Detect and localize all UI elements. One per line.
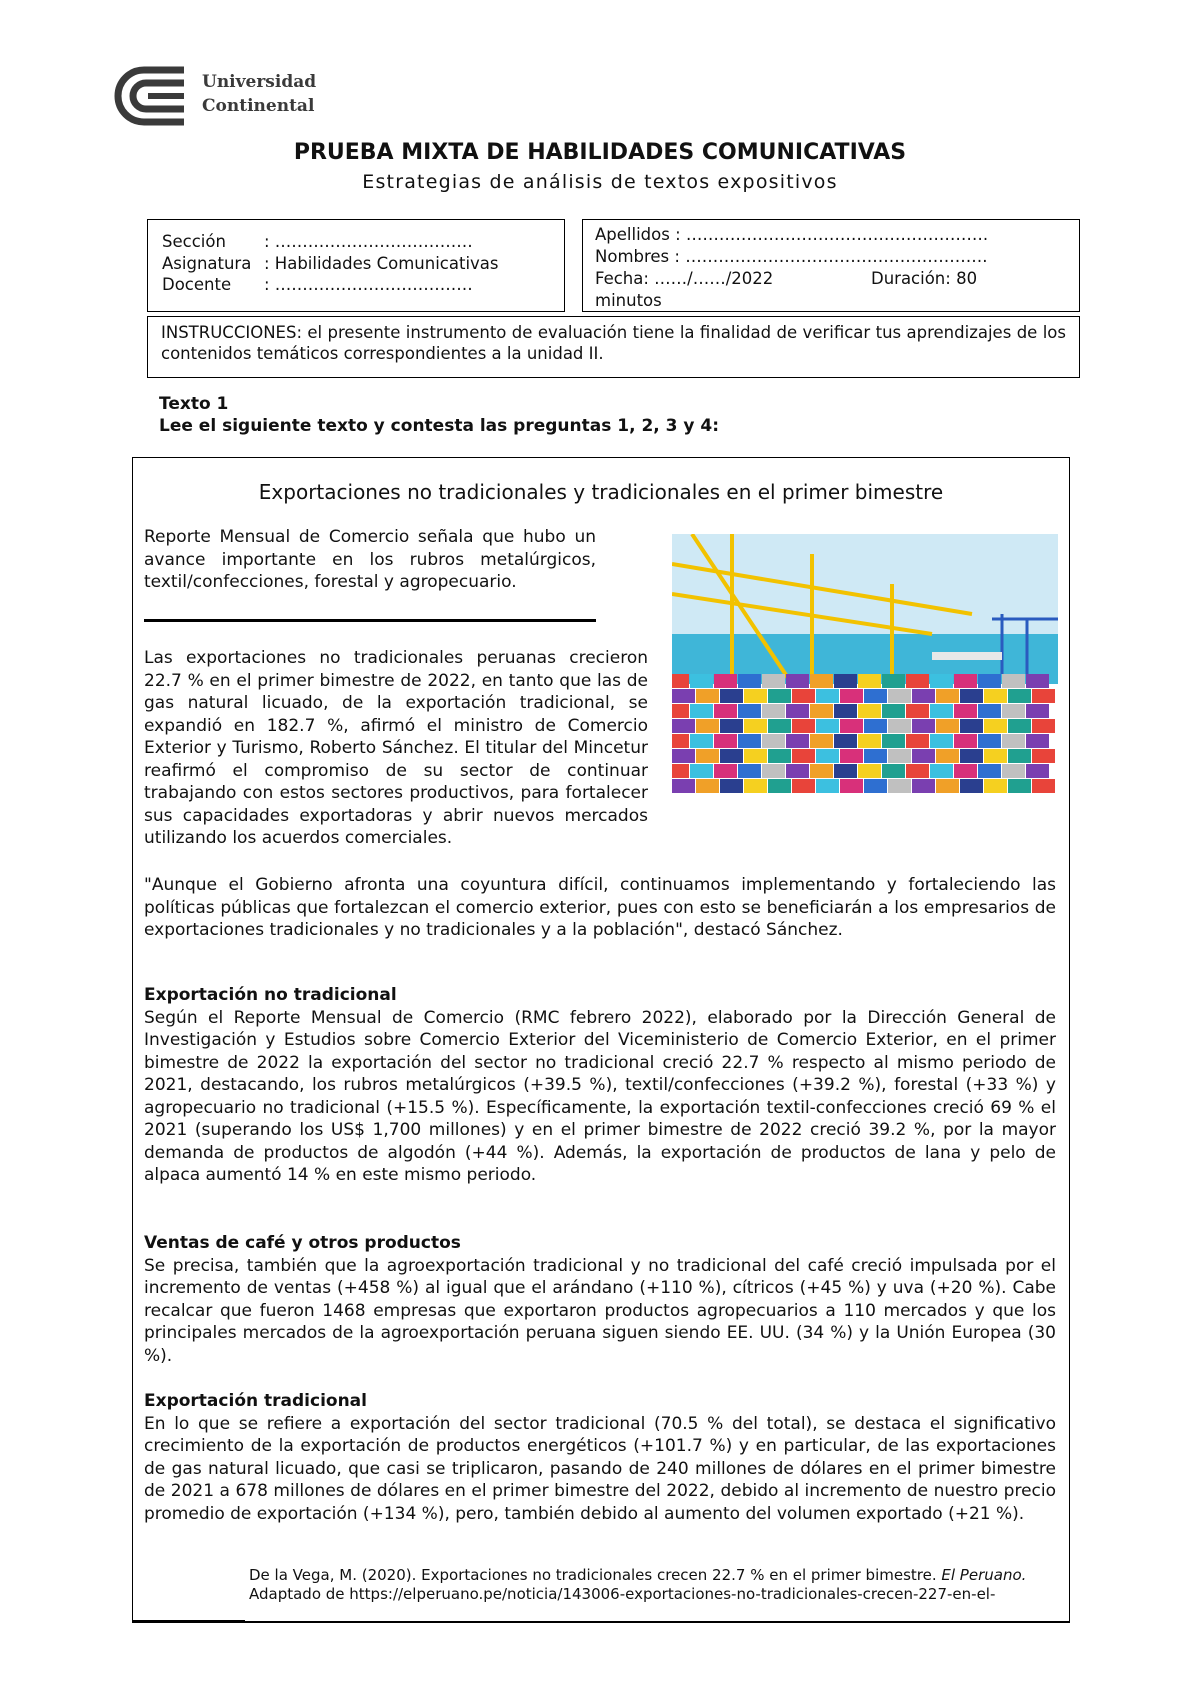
heading-cafe: Ventas de café y otros productos [144,1233,461,1253]
course-info-box [147,219,565,312]
article-lead: Reporte Mensual de Comercio señala que hubo un avance importante en los rubros metalúrgicos, textil/confecciones, forestal y agropecuario. [144,527,596,592]
paragraph-5: En lo que se refiere a exportación del sector tradicional (70.5 % del total), se destaca el significativo crecimiento de la exportación de productos energéticos (+101.7 %) y en particular, de las exportaciones de gas natural licuado, que casi se triplicaron, pasando de 240 millones de dólares en el primer bimestre de 2021 a 678 millones de dólares en el primer bimestre del 2022, debido al incremento de nuestro precio promedio de exportación (+134 %), pero, también debido al aumento del volumen exportado (+21 %). [144,1413,1056,1524]
logo-line-2: Continental [202,96,315,116]
section-cafe [144,1232,1056,1367]
seccion-field[interactable]: : ……………………………… [264,232,473,251]
logo-text [202,70,316,118]
paragraph-4: Se precisa, también que la agroexportación tradicional y no tradicional del café creció impulsada por el incremento de ventas (+458 %) al igual que el arándano (+110 %), cítricos (+45 %) y uva (+20 %). Cabe recalcar que fueron 1468 empresas que exportaron productos agropecuarios a 110 mercados y que los principales mercados de la agroexportación peruana siguen siendo EE. UU. (34 %) y la Unión Europea (30 %). [144,1255,1056,1366]
fecha-row [595,268,1067,290]
text-instruction: Lee el siguiente texto y contesta las preguntas 1, 2, 3 y 4: [159,416,720,436]
exam-title: PRUEBA MIXTA DE HABILIDADES COMUNICATIVAS [293,140,907,165]
source-text: De la Vega, M. (2020). Exportaciones no tradicionales crecen 22.7 % en el primer bimestre. [249,1566,937,1584]
article-bottom-border [132,1621,1070,1623]
apellidos-field[interactable]: Apellidos : ………………………………………………. [595,225,989,244]
heading-no-tradicional: Exportación no tradicional [144,985,397,1005]
docente-field[interactable]: : ……………………………… [264,275,473,294]
article-title: Exportaciones no tradicionales y tradicionales en el primer bimestre [258,480,944,504]
fecha-field[interactable]: Fecha: ……/……/2022 [595,269,774,288]
text-label: Texto 1 [159,394,229,414]
nombres-field[interactable]: Nombres : ………………………………………………. [595,247,988,266]
paragraph-2: "Aunque el Gobierno afronta una coyuntura difícil, continuamos implementando y fortaleciendo las políticas públicas que fortalezcan el comercio exterior, pues con esto se beneficiarán a los empresarios de exportaciones tradicionales y no tradicionales y a la población", destacó Sánchez. [144,875,1056,940]
paragraph-3: Según el Reporte Mensual de Comercio (RMC febrero 2022), elaborado por la Dirección General de Investigación y Estudios sobre Comercio Exterior del Viceministerio de Comercio Exterior, en el primer bimestre de 2022 la exportación del sector no tradicional creció 22.7 % respecto al mismo periodo de 2021, destacando, los rubros metalúrgicos (+39.5 %), textil/confecciones (+39.2 %), forestal (+33 %) y agropecuario no tradicional (+15.5 %). Específicamente, la exportación textil-confecciones creció 69 % el 2021 (superando los US$ 1,700 millones) y en el primer bimestre de 2022 creció 39.2 %, por la mayor demanda de productos de algodón (+44 %). Además, la exportación de productos de lana y pelo de alpaca aumentó 14 % en este mismo periodo. [144,1007,1056,1185]
university-logo-icon [114,64,194,128]
exam-subtitle: Estrategias de análisis de textos expositivos [362,171,838,193]
source-journal: El Peruano. [941,1566,1027,1584]
student-info-box [582,219,1080,312]
heading-tradicional: Exportación tradicional [144,1391,367,1411]
instructions-box: INSTRUCCIONES: el presente instrumento de evaluación tiene la finalidad de verificar tus aprendizajes de los contenidos temáticos correspondientes a la unidad II. [147,316,1080,378]
seccion-row [162,231,550,253]
duracion-text: Duración: 80 [871,269,978,288]
article-box [132,457,1070,1623]
asignatura-value: : Habilidades Comunicativas [264,253,499,273]
source-link[interactable]: Adaptado de https://elperuano.pe/noticia/143006-exportaciones-no-tradicionales-crecen-227-en-el- [249,1585,996,1603]
section-tradicional [144,1390,1056,1525]
logo-line-1: Universidad [202,72,317,92]
section-no-tradicional [144,984,1056,1187]
asignatura-row [162,253,550,275]
docente-label: Docente [162,275,232,294]
docente-row [162,274,550,296]
seccion-label: Sección [162,232,226,251]
duracion-continuation: minutos [595,291,662,310]
university-logo [114,64,326,128]
lead-divider [144,619,596,622]
text-heading [159,393,719,437]
asignatura-label: Asignatura [162,253,252,273]
source-citation [249,1566,1057,1604]
paragraph-1-text: Las exportaciones no tradicionales peruanas crecieron 22.7 % en el primer bimestre de 2022, en tanto que las de gas natural licuado, de la exportación tradicional, se expandió en 182.7 %, afirmó el ministro de Comercio Exterior y Turismo, Roberto Sánchez. El titular del Mincetur reafirmó el compromiso de su sector de continuar trabajando con estos sectores productivos, para fortalecer sus capacidades exportadoras y abrir nuevos mercados utilizando los acuerdos comerciales. [144,648,648,848]
